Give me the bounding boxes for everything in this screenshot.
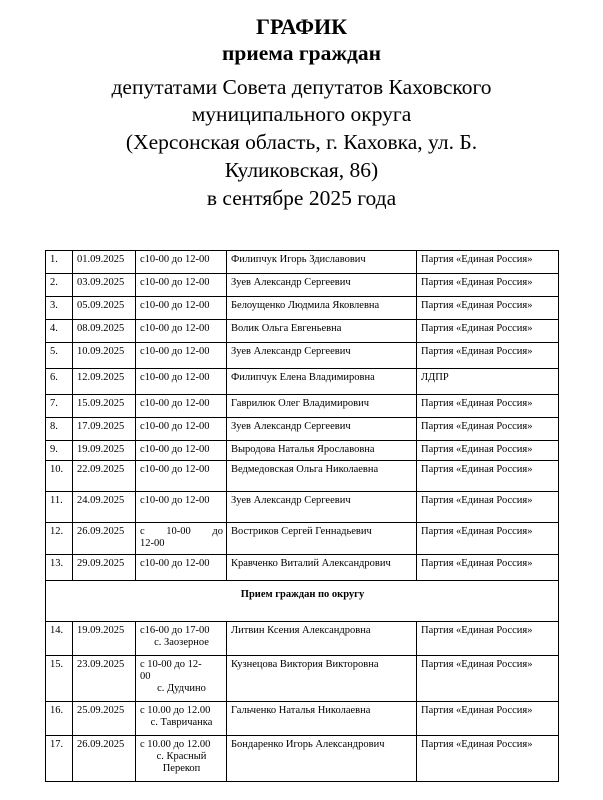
section-row: [46, 581, 559, 622]
header-line-1: депутатами Совета депутатов Каховского: [111, 75, 492, 99]
row-time: с10-00 до 12-00: [136, 251, 227, 274]
row-deputy: Белоущенко Людмила Яковлевна: [227, 297, 417, 320]
table-row: [46, 418, 559, 441]
row-party: Партия «Единая Россия»: [417, 320, 559, 343]
row-party: Партия «Единая Россия»: [417, 492, 559, 523]
table-row: [46, 441, 559, 461]
row-place: с. Тавричанка: [150, 717, 213, 728]
row-number: 5.: [46, 343, 73, 369]
row-deputy: Литвин Ксения Александровна: [227, 622, 417, 656]
row-date: 10.09.2025: [73, 343, 136, 369]
row-number: 4.: [46, 320, 73, 343]
table-row: [46, 702, 559, 736]
row-party: Партия «Единая Россия»: [417, 297, 559, 320]
row-party: Партия «Единая Россия»: [417, 441, 559, 461]
row-number: 10.: [46, 461, 73, 492]
row-date: 19.09.2025: [73, 622, 136, 656]
row-number: 14.: [46, 622, 73, 656]
row-time: с10-00 до 12-00: [136, 297, 227, 320]
document-title: ГРАФИК: [255, 14, 348, 39]
row-number: 6.: [46, 369, 73, 395]
row-deputy: Гаврилюк Олег Владимирович: [227, 395, 417, 418]
row-date: 25.09.2025: [73, 702, 136, 736]
table-row: [46, 297, 559, 320]
row-deputy: Выродова Наталья Ярославовна: [227, 441, 417, 461]
row-time-to: 12-00: [140, 538, 165, 549]
row-number: 17.: [46, 736, 73, 782]
row-deputy: Филипчук Елена Владимировна: [227, 369, 417, 395]
row-time-justified: [140, 526, 223, 538]
row-number: 13.: [46, 555, 73, 581]
row-time-range: с 10.00 до 12.00: [140, 705, 211, 716]
row-number: 9.: [46, 441, 73, 461]
row-date: 01.09.2025: [73, 251, 136, 274]
row-number: 7.: [46, 395, 73, 418]
row-party: Партия «Единая Россия»: [417, 251, 559, 274]
row-date: 08.09.2025: [73, 320, 136, 343]
row-time: с10-00 до 12-00: [136, 369, 227, 395]
row-time-from-word: с: [140, 526, 145, 537]
row-deputy: Волик Ольга Евгеньевна: [227, 320, 417, 343]
row-party: Партия «Единая Россия»: [417, 343, 559, 369]
row-party: ЛДПР: [417, 369, 559, 395]
row-party: Партия «Единая Россия»: [417, 656, 559, 702]
table-row: [46, 523, 559, 555]
row-date: 17.09.2025: [73, 418, 136, 441]
row-time: с10-00 до 12-00: [136, 343, 227, 369]
row-party: Партия «Единая Россия»: [417, 622, 559, 656]
row-party: Партия «Единая Россия»: [417, 555, 559, 581]
header-line-3: (Херсонская область, г. Каховка, ул. Б.: [125, 130, 478, 154]
table-row: [46, 555, 559, 581]
row-party: Партия «Единая Россия»: [417, 736, 559, 782]
row-party: Партия «Единая Россия»: [417, 395, 559, 418]
table-row: [46, 395, 559, 418]
header-line-4: Куликовская, 86): [224, 158, 379, 182]
table-row: [46, 656, 559, 702]
document-subtitle: приема граждан: [222, 41, 381, 65]
row-deputy: Гальченко Наталья Николаевна: [227, 702, 417, 736]
row-number: 16.: [46, 702, 73, 736]
table-row: [46, 461, 559, 492]
table-row: [46, 320, 559, 343]
row-deputy: Зуев Александр Сергеевич: [227, 418, 417, 441]
row-deputy: Бондаренко Игорь Александрович: [227, 736, 417, 782]
row-deputy: Зуев Александр Сергеевич: [227, 274, 417, 297]
row-party: Партия «Единая Россия»: [417, 418, 559, 441]
row-time: [136, 702, 227, 736]
row-time: с10-00 до 12-00: [136, 418, 227, 441]
row-time-range: с 10-00 до 12-: [140, 659, 202, 670]
row-party: Партия «Единая Россия»: [417, 702, 559, 736]
table-row: [46, 251, 559, 274]
row-date: 15.09.2025: [73, 395, 136, 418]
row-deputy: Филипчук Игорь Здиславович: [227, 251, 417, 274]
row-date: 12.09.2025: [73, 369, 136, 395]
row-time: [136, 523, 227, 555]
row-deputy: Кравченко Виталий Александрович: [227, 555, 417, 581]
row-date: 22.09.2025: [73, 461, 136, 492]
row-place: с. Заозерное: [154, 637, 209, 648]
row-time: [136, 736, 227, 782]
row-time-from: 10-00: [166, 526, 191, 537]
row-number: 2.: [46, 274, 73, 297]
row-number: 12.: [46, 523, 73, 555]
row-time: с10-00 до 12-00: [136, 492, 227, 523]
row-time: с10-00 до 12-00: [136, 274, 227, 297]
table-row: [46, 736, 559, 782]
row-time: [136, 656, 227, 702]
row-date: 05.09.2025: [73, 297, 136, 320]
row-time: [136, 622, 227, 656]
row-date: 26.09.2025: [73, 523, 136, 555]
row-deputy: Зуев Александр Сергеевич: [227, 343, 417, 369]
row-date: 03.09.2025: [73, 274, 136, 297]
table-row: [46, 343, 559, 369]
row-number: 1.: [46, 251, 73, 274]
row-number: 3.: [46, 297, 73, 320]
row-date: 19.09.2025: [73, 441, 136, 461]
row-deputy: Кузнецова Виктория Викторовна: [227, 656, 417, 702]
section-title: Прием граждан по округу: [46, 581, 559, 622]
row-place-cont: Перекоп: [162, 763, 201, 774]
row-date: 24.09.2025: [73, 492, 136, 523]
row-time: с10-00 до 12-00: [136, 555, 227, 581]
row-number: 11.: [46, 492, 73, 523]
row-deputy: Востриков Сергей Геннадьевич: [227, 523, 417, 555]
row-place: с. Красный: [156, 751, 207, 762]
header-line-5: в сентябре 2025 года: [206, 186, 397, 210]
row-time-to-word: до: [212, 526, 223, 537]
row-deputy: Ведмедовская Ольга Николаевна: [227, 461, 417, 492]
row-time-range-end: 00: [140, 671, 151, 682]
table-row: [46, 369, 559, 395]
row-time: с10-00 до 12-00: [136, 320, 227, 343]
row-number: 15.: [46, 656, 73, 702]
row-time: с10-00 до 12-00: [136, 441, 227, 461]
table-row: [46, 274, 559, 297]
row-time-range: с16-00 до 17-00: [140, 625, 210, 636]
row-number: 8.: [46, 418, 73, 441]
row-date: 23.09.2025: [73, 656, 136, 702]
row-date: 29.09.2025: [73, 555, 136, 581]
row-time: с10-00 до 12-00: [136, 395, 227, 418]
header-line-2: муниципального округа: [191, 102, 412, 126]
row-party: Партия «Единая Россия»: [417, 274, 559, 297]
row-party: Партия «Единая Россия»: [417, 523, 559, 555]
row-party: Партия «Единая Россия»: [417, 461, 559, 492]
schedule-table: [45, 250, 559, 782]
row-time-range: с 10.00 до 12.00: [140, 739, 211, 750]
row-date: 26.09.2025: [73, 736, 136, 782]
row-time: с10-00 до 12-00: [136, 461, 227, 492]
table-row: [46, 622, 559, 656]
table-row: [46, 492, 559, 523]
row-deputy: Зуев Александр Сергеевич: [227, 492, 417, 523]
row-place: с. Дудчино: [157, 683, 206, 694]
